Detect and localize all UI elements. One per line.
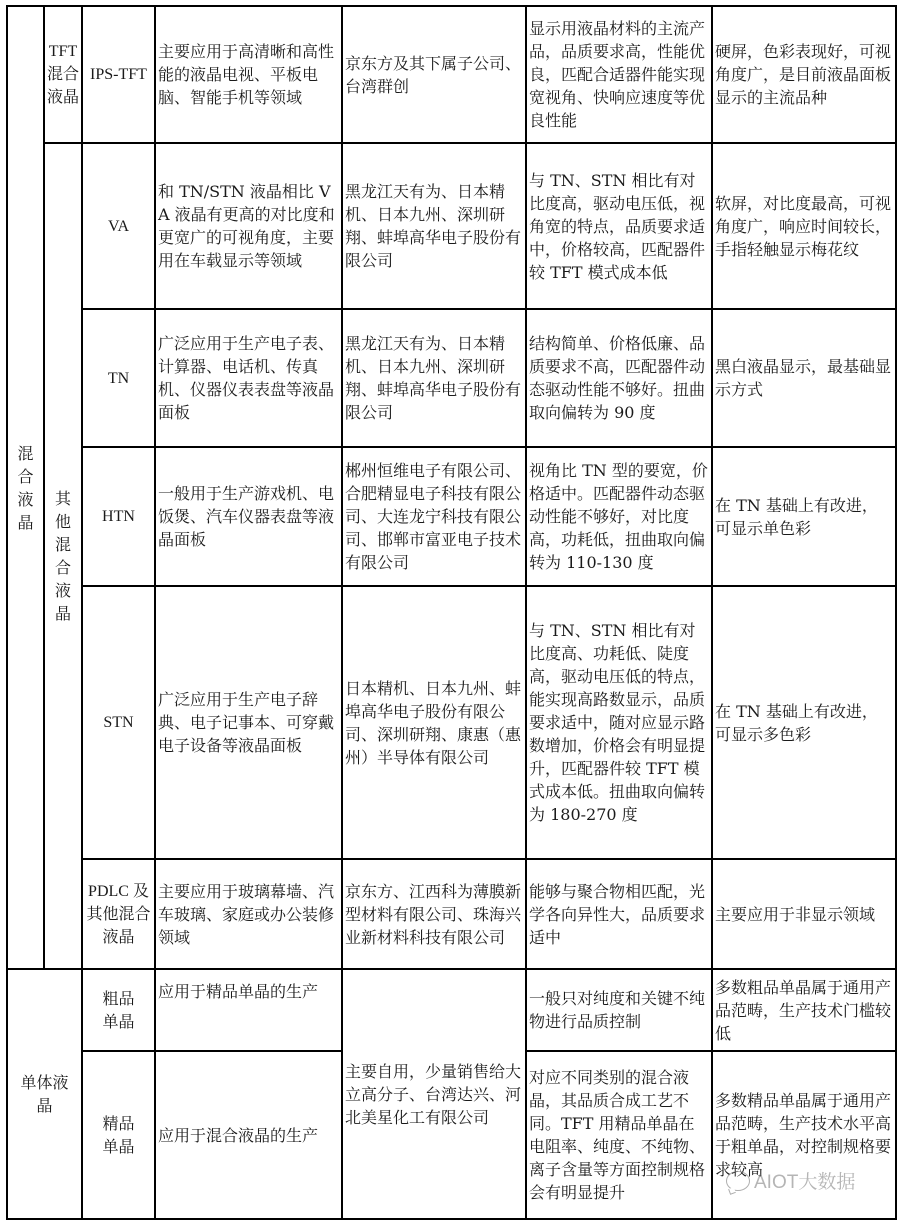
table-row <box>7 6 896 143</box>
cell-suppliers: 京东方、江西科为薄膜新型材料有限公司、珠海兴业新材料科技有限公司 <box>342 859 526 969</box>
cell-display: 软屏，对比度最高，可视角度广，响应时间较长，手指轻触显示梅花纹 <box>712 143 896 309</box>
cell-application: 应用于精品单晶的生产 <box>155 969 342 1051</box>
cell-suppliers: 京东方及其下属子公司、台湾群创 <box>342 6 526 143</box>
table-row <box>7 969 896 1051</box>
cell-application: 广泛应用于生产电子表、计算器、电话机、传真机、仪器仪表表盘等液晶面板 <box>155 309 342 447</box>
group-label: 混合液晶 <box>17 443 34 532</box>
cell-suppliers: 黑龙江天有为、日本精机、日本九州、深圳研翔、蚌埠高华电子股份有限公司 <box>342 143 526 309</box>
cell-type: VA <box>82 143 155 309</box>
cell-display: 在 TN 基础上有改进，可显示多色彩 <box>712 586 896 859</box>
table-row <box>7 447 896 586</box>
cell-characteristics: 对应不同类别的混合液晶，其品质合成工艺不同。TFT 用精品单晶在电阻率、纯度、不纯物、离子含量等方面控制规格会有明显提升 <box>526 1051 712 1219</box>
cell-characteristics: 显示用液晶材料的主流产品，品质要求高，性能优良，匹配合适器件能实现宽视角、快响应速度等优良性能 <box>526 6 712 143</box>
cell-type <box>82 969 155 1051</box>
cell-display: 多数精品单晶属于通用产品范畴，生产技术水平高于粗单晶，对控制规格要求较高 <box>712 1051 896 1219</box>
type-label: 精品单晶 <box>102 1114 135 1156</box>
cell-suppliers: 黑龙江天有为、日本精机、日本九州、深圳研翔、蚌埠高华电子股份有限公司 <box>342 309 526 447</box>
watermark-text: AIOT大数据 <box>754 1172 856 1193</box>
cell-display: 黑白液晶显示，最基础显示方式 <box>712 309 896 447</box>
cell-type: STN <box>82 586 155 859</box>
cell-application: 主要应用于玻璃幕墙、汽车玻璃、家庭或办公装修领域 <box>155 859 342 969</box>
cell-display: 硬屏，色彩表现好，可视角度广，是目前液晶面板显示的主流品种 <box>712 6 896 143</box>
cell-display: 多数粗品单晶属于通用产品范畴，生产技术门槛较低 <box>712 969 896 1051</box>
cell-application: 广泛应用于生产电子辞典、电子记事本、可穿戴电子设备等液晶面板 <box>155 586 342 859</box>
group-mixed-liquid-crystal <box>7 6 44 969</box>
table-row <box>7 143 896 309</box>
cell-application: 应用于混合液晶的生产 <box>155 1051 342 1219</box>
cell-type <box>82 1051 155 1219</box>
group-monomer-liquid-crystal <box>7 969 82 1219</box>
cell-application: 和 TN/STN 液晶相比 VA 液晶有更高的对比度和更宽广的可视角度，主要用在车载显示等领域 <box>155 143 342 309</box>
cell-suppliers: 主要自用，少量销售给大立高分子、台湾达兴、河北美星化工有限公司 <box>342 969 526 1219</box>
cell-suppliers: 日本精机、日本九州、蚌埠高华电子股份有限公司、深圳研翔、康惠（惠州）半导体有限公司 <box>342 586 526 859</box>
group-label: 单体液晶 <box>20 1073 69 1115</box>
cell-application: 主要应用于高清晰和高性能的液晶电视、平板电脑、智能手机等领域 <box>155 6 342 143</box>
cell-type: PDLC 及其他混合液晶 <box>82 859 155 969</box>
cell-type: HTN <box>82 447 155 586</box>
table-row <box>7 586 896 859</box>
group-label: 其他混合液晶 <box>54 489 71 623</box>
type-label: 粗品单晶 <box>102 989 135 1031</box>
cell-characteristics: 与 TN、STN 相比有对比度高，驱动电压低，视角宽的特点，品质要求适中，价格较高，匹配器件较 TFT 模式成本低 <box>526 143 712 309</box>
cell-characteristics: 结构简单、价格低廉、品质要求不高，匹配器件动态驱动性能不够好。扭曲取向偏转为 90 度 <box>526 309 712 447</box>
group-label: TFT混合液晶 <box>46 43 79 106</box>
cell-suppliers: 郴州恒维电子有限公司、合肥精显电子科技有限公司、大连龙宁科技有限公司、邯郸市富亚电子技术有限公司 <box>342 447 526 586</box>
cell-display: 在 TN 基础上有改进，可显示单色彩 <box>712 447 896 586</box>
group-other-mixed-liquid-crystal <box>44 143 82 969</box>
table-row <box>7 859 896 969</box>
liquid-crystal-comparison-table <box>6 5 897 1220</box>
table-row <box>7 309 896 447</box>
cell-application: 一般用于生产游戏机、电饭煲、汽车仪器表盘等液晶面板 <box>155 447 342 586</box>
cell-type: IPS-TFT <box>82 6 155 143</box>
cell-characteristics: 能够与聚合物相匹配，光学各向异性大，品质要求适中 <box>526 859 712 969</box>
cell-characteristics: 与 TN、STN 相比有对比度高、功耗低、陡度高，驱动电压低的特点，能实现高路数显示，品质要求适中，随对应显示路数增加，价格会有明显提升，匹配器件较 TFT 模式成本低。扭曲取向偏转为 180-270 度 <box>526 586 712 859</box>
cell-display: 主要应用于非显示领域 <box>712 859 896 969</box>
cell-type: TN <box>82 309 155 447</box>
cell-characteristics: 一般只对纯度和关键不纯物进行品质控制 <box>526 969 712 1051</box>
cell-characteristics: 视角比 TN 型的要宽，价格适中。匹配器件动态驱动性能不够好，对比度高，功耗低，扭曲取向偏转为 110-130 度 <box>526 447 712 586</box>
group-tft-mixed-liquid-crystal <box>44 6 82 143</box>
